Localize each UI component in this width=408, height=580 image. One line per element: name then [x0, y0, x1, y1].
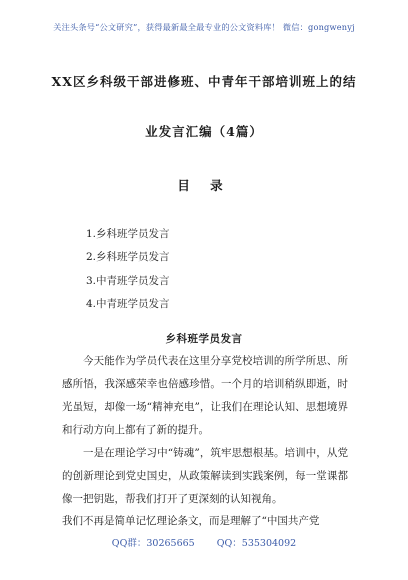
paragraph-text: 今天能作为学员代表在这里分享党校培训的所学所思、所感所悟，我深感荣幸也倍感珍惜。一个月的培训稍纵即逝，时光虽短，却像一场“精神充电”，让我们在理论认知、思想境界和行动方向上都有了新的提升。	[62, 355, 348, 436]
header-promo-note: 关注头条号“公文研究”，获得最新最全最专业的公文资料库！ 微信：gongwenyj	[53, 22, 355, 32]
toc-item: 4.中青班学员发言	[86, 297, 170, 310]
toc-item: 1.乡科班学员发言	[86, 228, 170, 240]
document-title-line-1: XX区乡科级干部进修班、中青年干部培训班上的结	[51, 74, 357, 89]
body-paragraph-2	[62, 442, 348, 511]
paragraph-text: 一是在理论学习中“铸魂”，筑牢思想根基。培训中，从党的创新理论到党史国史，从政策解读到实践案例，每一堂课都像一把钥匙，帮我们打开了更深刻的认知视角。	[62, 447, 348, 505]
toc-item: 3.中青班学员发言	[86, 274, 170, 287]
footer-qq-number: QQ：535304092	[216, 538, 297, 549]
footer-qq-group: QQ群：30265665	[111, 538, 195, 549]
body-paragraph-1	[62, 350, 348, 442]
document-title-line-2: 业发言汇编（4篇）	[145, 124, 263, 139]
section-heading: 乡科班学员发言	[165, 333, 243, 345]
toc-item: 2.乡科班学员发言	[86, 251, 170, 264]
footer-contact-note	[0, 535, 408, 549]
table-of-contents	[86, 226, 170, 319]
toc-heading: 目 录	[177, 178, 231, 193]
body-paragraph-3	[62, 510, 348, 533]
paragraph-text: 我们不再是简单记忆理论条文，而是理解了“中国共产党	[62, 515, 320, 527]
